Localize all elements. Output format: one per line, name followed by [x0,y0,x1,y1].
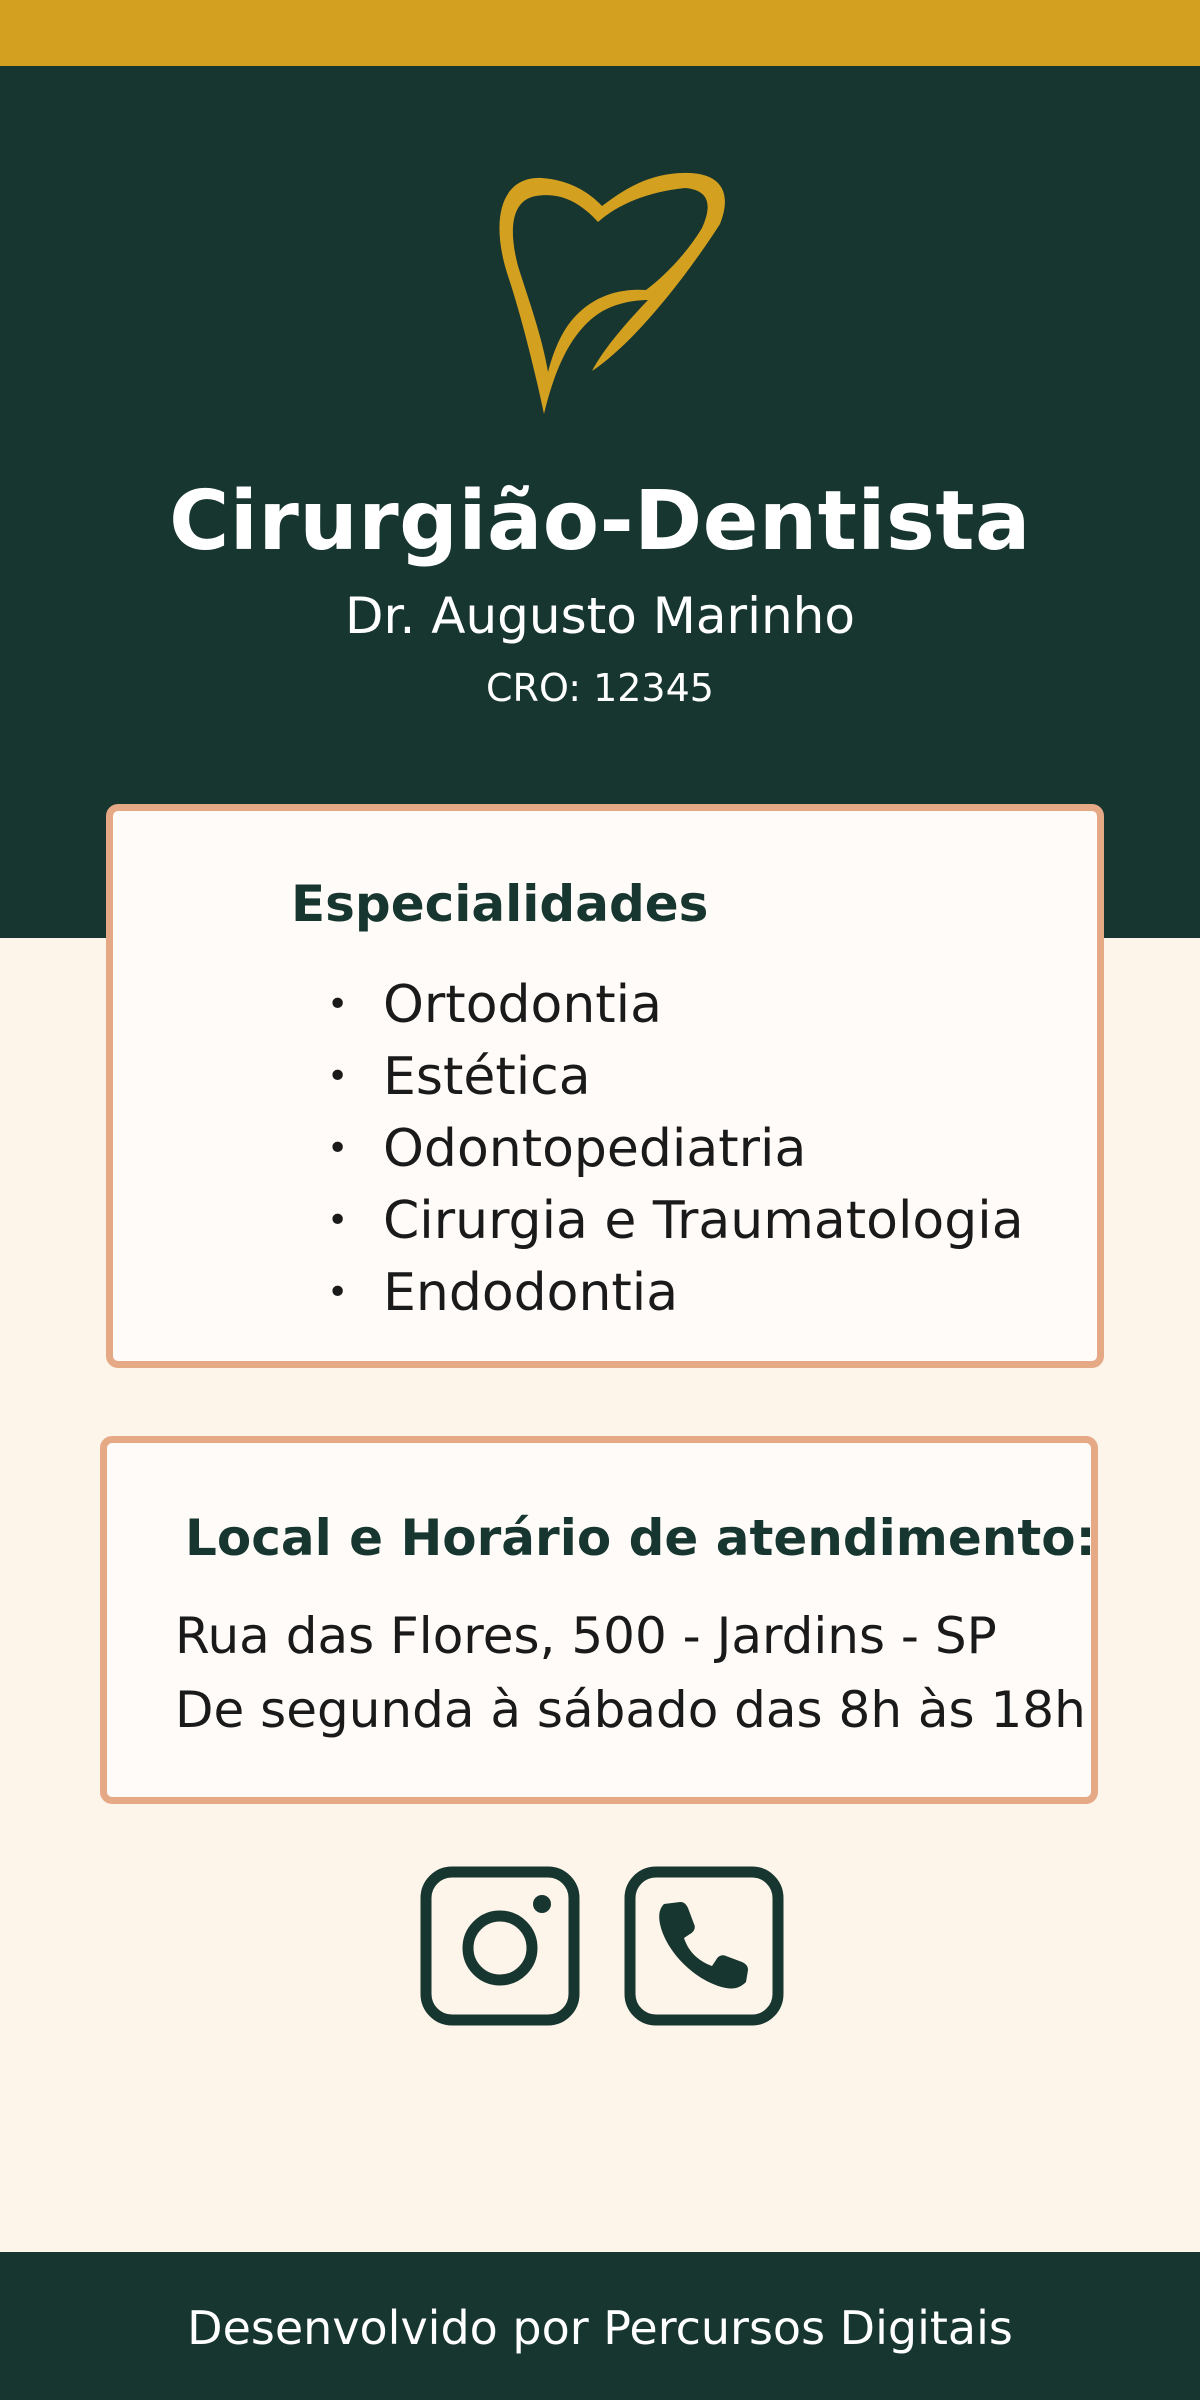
list-item: • Estética [327,1041,1024,1113]
list-item: • Cirurgia e Traumatologia [327,1185,1024,1257]
instagram-icon [420,1866,580,2026]
list-item: • Odontopediatria [327,1113,1024,1185]
hours-text: De segunda à sábado das 8h às 18h [175,1681,1086,1739]
instagram-button[interactable] [420,1866,580,2026]
phone-icon [624,1866,784,2026]
address-text: Rua das Flores, 500 - Jardins - SP [175,1607,997,1665]
list-item: • Ortodontia [327,969,1024,1041]
specialties-heading: Especialidades [291,875,709,933]
specialties-list [327,969,1024,1329]
tooth-icon [480,166,730,416]
footer [0,2252,1200,2400]
doctor-name: Dr. Augusto Marinho [345,587,855,645]
footer-credit: Desenvolvido por Percursos Digitais [187,2301,1013,2355]
location-card [100,1436,1098,1804]
specialties-card [106,804,1104,1368]
location-heading: Local e Horário de atendimento: [185,1509,1096,1567]
cro-number: CRO: 12345 [486,666,714,710]
top-accent-bar [0,0,1200,66]
page-title: Cirurgião-Dentista [169,474,1031,569]
list-item: • Endodontia [327,1257,1024,1329]
phone-button[interactable] [624,1866,784,2026]
